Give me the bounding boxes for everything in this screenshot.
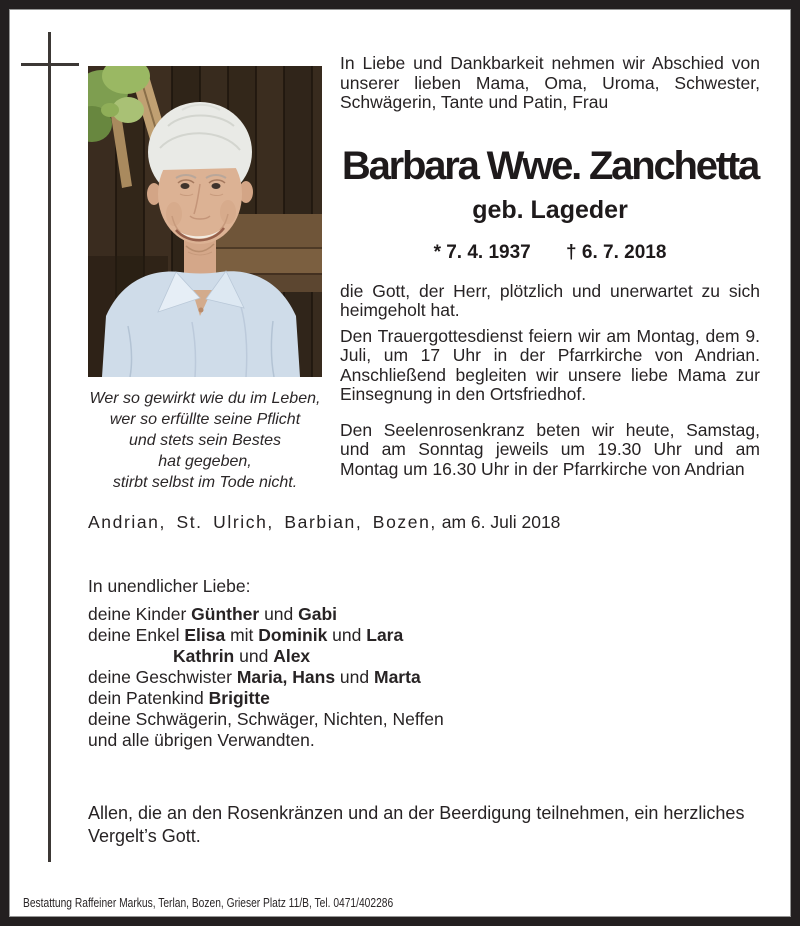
funeral-service-paragraph: Den Trauergottesdienst feiern wir am Montag, dem 9. Juli, um 17 Uhr in der Pfarrkirche von Andrian. Anschließend begleiten wir unsere liebe Mama zur Einsegnung in den Ortsfriedhof. [340,325,760,404]
verse-line: und stets sein Bestes [128,432,282,449]
salutation-line: In unendlicher Liebe: [88,576,251,596]
mourner-line: deine Kinder Günther und Gabi [88,604,338,624]
places-text: Andrian, St. Ulrich, Barbian, Bozen, [88,512,437,532]
closing-thanks: Allen, die an den Rosenkränzen und an der Beerdigung teilnehmen, ein herzliches Vergelt’s Gott. [88,803,745,846]
birth-date: * 7. 4. 1937 [433,241,531,263]
maiden-name: geb. Lageder [472,195,628,224]
deceased-name: Barbara Wwe. Zanchetta [341,143,759,188]
memorial-verse [40,388,370,493]
date-text: am 6. Juli 2018 [436,512,561,532]
announcement-column [340,54,760,479]
intro-text: In Liebe und Dankbarkeit nehmen wir Abschied von unserer lieben Mama, Oma, Uroma, Schwester, Schwägerin, Tante und Patin, Frau [340,53,760,112]
portrait-photo-illustration [88,66,322,377]
mourner-line: deine Enkel Elisa mit Dominik und Lara [88,625,404,645]
life-dates [340,242,760,264]
mourner-line: deine Schwägerin, Schwäger, Nichten, Neffen [88,709,444,729]
announcement-paragraph: die Gott, der Herr, plötzlich und unerwartet zu sich heimgeholt hat. [340,280,760,320]
rosary-paragraph: Den Seelenrosenkranz beten wir heute, Samstag, und am Sonntag jeweils um 19.30 Uhr und am Montag um 16.30 Uhr in der Pfarrkirche von Andrian [340,419,760,479]
death-date: † 6. 7. 2018 [566,241,667,263]
verse-line: Wer so gewirkt wie du im Leben, [89,390,321,407]
funeral-home-line: Bestattung Raffeiner Markus, Terlan, Bozen, Grieser Platz 11/B, Tel. 0471/402286 [23,896,394,910]
mourners-list [88,604,444,751]
verse-line: hat gegeben, [158,453,252,470]
verse-line: stirbt selbst im Tode nicht. [112,474,298,491]
mourner-line: deine Geschwister Maria, Hans und Marta [88,667,421,687]
places-date-line [88,512,560,533]
mourner-line: Kathrin und Alex [173,646,311,666]
cross-bar-rule [21,63,79,66]
mourner-line: und alle übrigen Verwandten. [88,730,315,750]
mourner-line: dein Patenkind Brigitte [88,688,270,708]
portrait-photo [88,66,322,377]
verse-line: wer so erfüllte seine Pflicht [109,411,301,428]
